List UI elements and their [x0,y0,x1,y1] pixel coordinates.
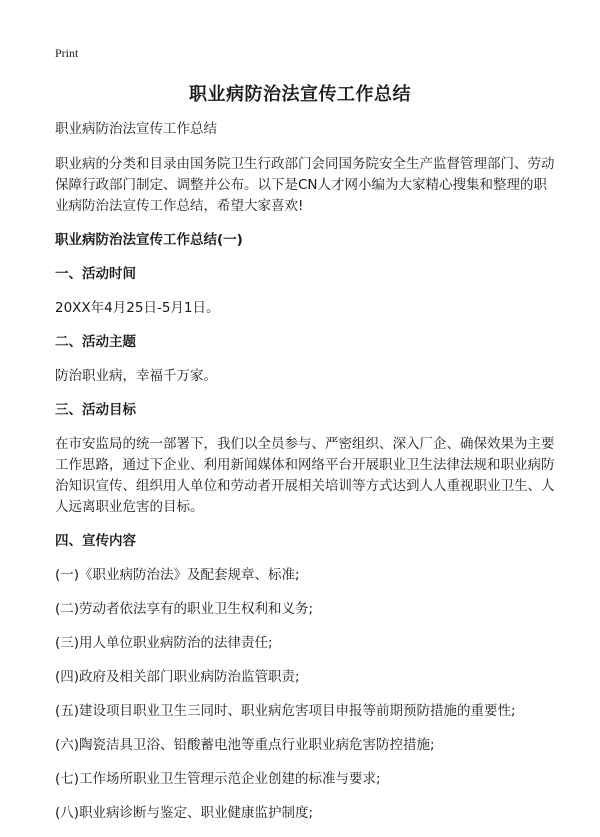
list-item: (八)职业病诊断与鉴定、职业健康监护制度; [55,805,314,821]
section-title: 职业病防治法宣传工作总结(一) [55,232,243,248]
list-item: (五)建设项目职业卫生三同时、职业病危害项目申报等前期预防措施的重要性; [55,703,516,719]
list-item: (二)劳动者依法享有的职业卫生权利和义务; [55,601,314,617]
heading-activity-theme: 二、活动主题 [55,334,136,350]
list-item: (三)用人单位职业病防治的法律责任; [55,635,273,651]
article-subtitle: 职业病防治法宣传工作总结 [55,121,217,137]
list-item: (七)工作场所职业卫生管理示范企业创建的标准与要求; [55,771,381,787]
heading-publicity-content: 四、宣传内容 [55,533,136,549]
activity-theme-text: 防治职业病，幸福千万家。 [55,368,217,384]
list-item: (四)政府及相关部门职业病防治监管职责; [55,669,300,685]
intro-paragraph: 职业病的分类和目录由国务院卫生行政部门会同国务院安全生产监督管理部门、劳动保障行政部门制定、调整并公布。以下是CN人才网小编为大家精心搜集和整理的职业病防治法宣传工作总结，希望大家喜欢! [55,156,555,214]
print-link[interactable]: Print [55,46,79,60]
list-item: (六)陶瓷洁具卫浴、铅酸蓄电池等重点行业职业病危害防控措施; [55,737,435,753]
article-body [55,119,560,837]
heading-activity-goal: 三、活动目标 [55,402,136,418]
activity-time-text: 20XX年4月25日-5月1日。 [55,300,220,316]
list-item: (一)《职业病防治法》及配套规章、标准; [55,567,300,583]
activity-goal-text: 在市安监局的统一部署下，我们以全员参与、严密组织、深入厂企、确保效果为主要工作思路，通过下企业、利用新闻媒体和网络平台开展职业卫生法律法规和职业病防治知识宣传、组织用人单位和劳动者开展相关培训等方式达到人人重视职业卫生、人人远离职业危害的目标。 [55,436,555,515]
page-title: 职业病防治法宣传工作总结 [189,84,411,105]
heading-activity-time: 一、活动时间 [55,266,136,282]
